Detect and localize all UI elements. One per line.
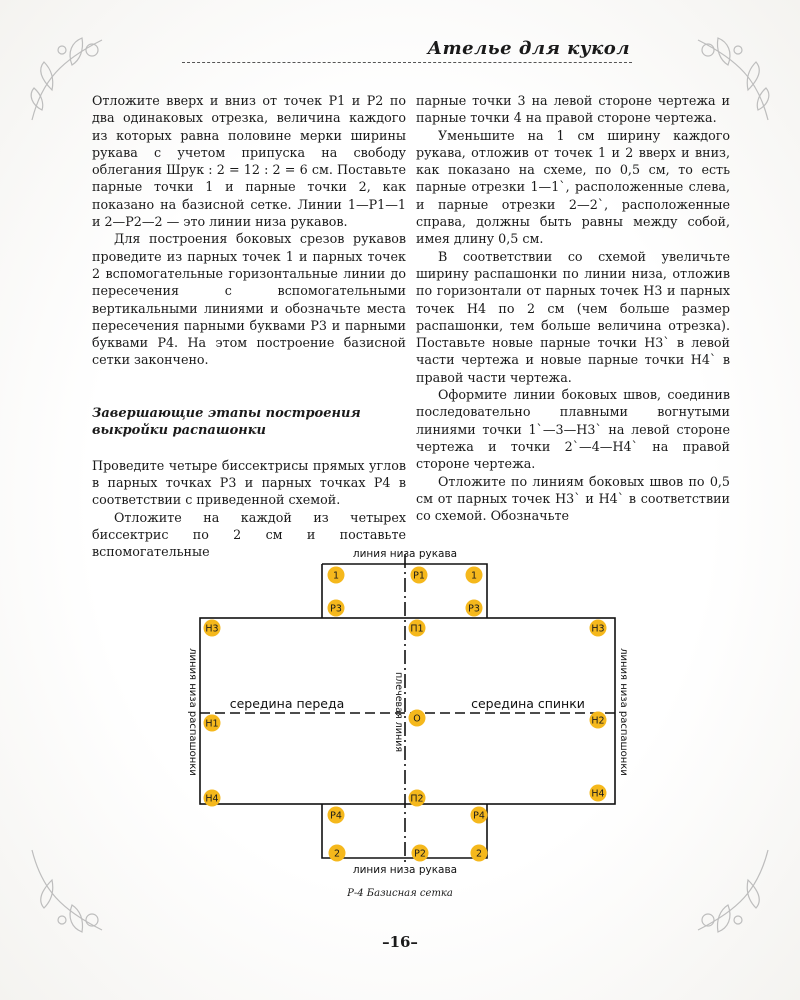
- point-pi1-label: П1: [410, 623, 424, 635]
- right-text-column: [416, 92, 730, 524]
- top-label: линия низа рукава: [352, 548, 458, 560]
- point-p3-right-label: Р3: [468, 603, 480, 615]
- point-n4-left-label: Н4: [205, 793, 219, 805]
- page-number: –16–: [382, 933, 418, 951]
- center-front-label: середина переда: [229, 696, 345, 711]
- bottom-label: линия низа рукава: [352, 864, 458, 876]
- shoulder-line-label: плечевая линия: [393, 671, 404, 753]
- basis-grid-diagram: [0, 540, 800, 910]
- point-1-left-label: 1: [332, 570, 340, 582]
- point-2-right-label: 2: [475, 848, 483, 860]
- point-n4-right-label: Н4: [591, 788, 605, 800]
- left-paragraph-3: Проведите четыре биссектрисы прямых углов в парных точках Р3 и парных точках Р4 в соответствии с приведенной схемой.: [92, 457, 406, 508]
- point-p4-right-label: Р4: [473, 810, 485, 822]
- right-paragraph-4: Оформите линии боковых швов, соединив последовательно плавными вогнутыми линиями точки 1`—3—Н3` на левой стороне чертежа и точки 2`—4—Н4` на правой стороне чертежа.: [416, 387, 730, 472]
- point-o-label: О: [413, 713, 421, 725]
- header-dashed-rule: [182, 62, 632, 63]
- point-p3-left-label: Р3: [330, 603, 342, 615]
- point-p1-label: Р1: [413, 570, 425, 582]
- running-header-title: Ателье для кукол: [427, 38, 630, 59]
- right-paragraph-1: парные точки 3 на левой стороне чертежа и парные точки 4 на правой стороне чертежа.: [416, 93, 730, 126]
- point-p2-label: Р2: [414, 848, 426, 860]
- point-n3-left-label: Н3: [205, 623, 219, 635]
- point-n3-right-label: Н3: [591, 623, 605, 635]
- point-2-left-label: 2: [333, 848, 341, 860]
- point-p4-left-label: Р4: [330, 810, 342, 822]
- point-n1-label: Н1: [205, 718, 219, 730]
- right-paragraph-5: Отложите по линиям боковых швов по 0,5 см от парных точек Н3` и Н4` в соответствии со схемой. Обозначьте: [416, 473, 730, 524]
- left-paragraph-2: Для построения боковых срезов рукавов проведите из парных точек 1 и парных точек 2 вспомогательные горизонтальные линии до пересечения с вспомогательными вертикальными линиями и обозначьте места пересечения парными буквами Р3 и парными буквами Р4. На этом построение базисной сетки закончено.: [92, 231, 406, 368]
- left-paragraph-1: Отложите вверх и вниз от точек Р1 и Р2 по два одинаковых отрезка, величина каждого из которых равна половине мерки ширины рукава с учетом припуска на свободу облегания Шрук : 2 = 12 : 2 = 6 см. Поставьте парные точки 1 и парные точки 2, как показано на базисной сетке. Линии 1—Р1—1 и 2—Р2—2 — это линии низа рукавов.: [92, 93, 406, 230]
- right-paragraph-2: Уменьшите на 1 см ширину каждого рукава, отложив от точек 1 и 2 вверх и вниз, как показано на схеме, по 0,5 см, то есть парные отрезки 1—1`, расположенные слева, и парные отрезки 2—2`, расположенные справа, должны быть равны между собой, имея длину 0,5 см.: [416, 127, 730, 247]
- right-paragraph-3: В соответствии со схемой увеличьте ширину распашонки по линии низа, отложив по горизонтали от парных точек Н3 и парных точек Н4 по 2 см (чем больше размер распашонки, тем больше величина отрезка). Поставьте новые парные точки Н3` в левой части чертежа и новые парные точки Н4` в правой части чертежа.: [416, 248, 730, 385]
- left-text-column: [92, 92, 406, 561]
- section-subheading: Завершающие этапы построения выкройки распашонки: [92, 405, 361, 438]
- point-n2-label: Н2: [591, 715, 605, 727]
- center-back-label: середина спинки: [471, 696, 585, 711]
- body-rectangle: [200, 618, 615, 804]
- right-side-label: линия низа распашонки: [618, 648, 629, 776]
- point-1-right-label: 1: [470, 570, 478, 582]
- left-side-label: линия низа распашонки: [187, 648, 198, 776]
- left-paragraph-4: Отложите на каждой из четырех биссектрис по 2 см и поставьте вспомогательные: [92, 509, 406, 560]
- point-pi2-label: П2: [410, 793, 424, 805]
- figure-caption: Р-4 Базисная сетка: [347, 888, 453, 899]
